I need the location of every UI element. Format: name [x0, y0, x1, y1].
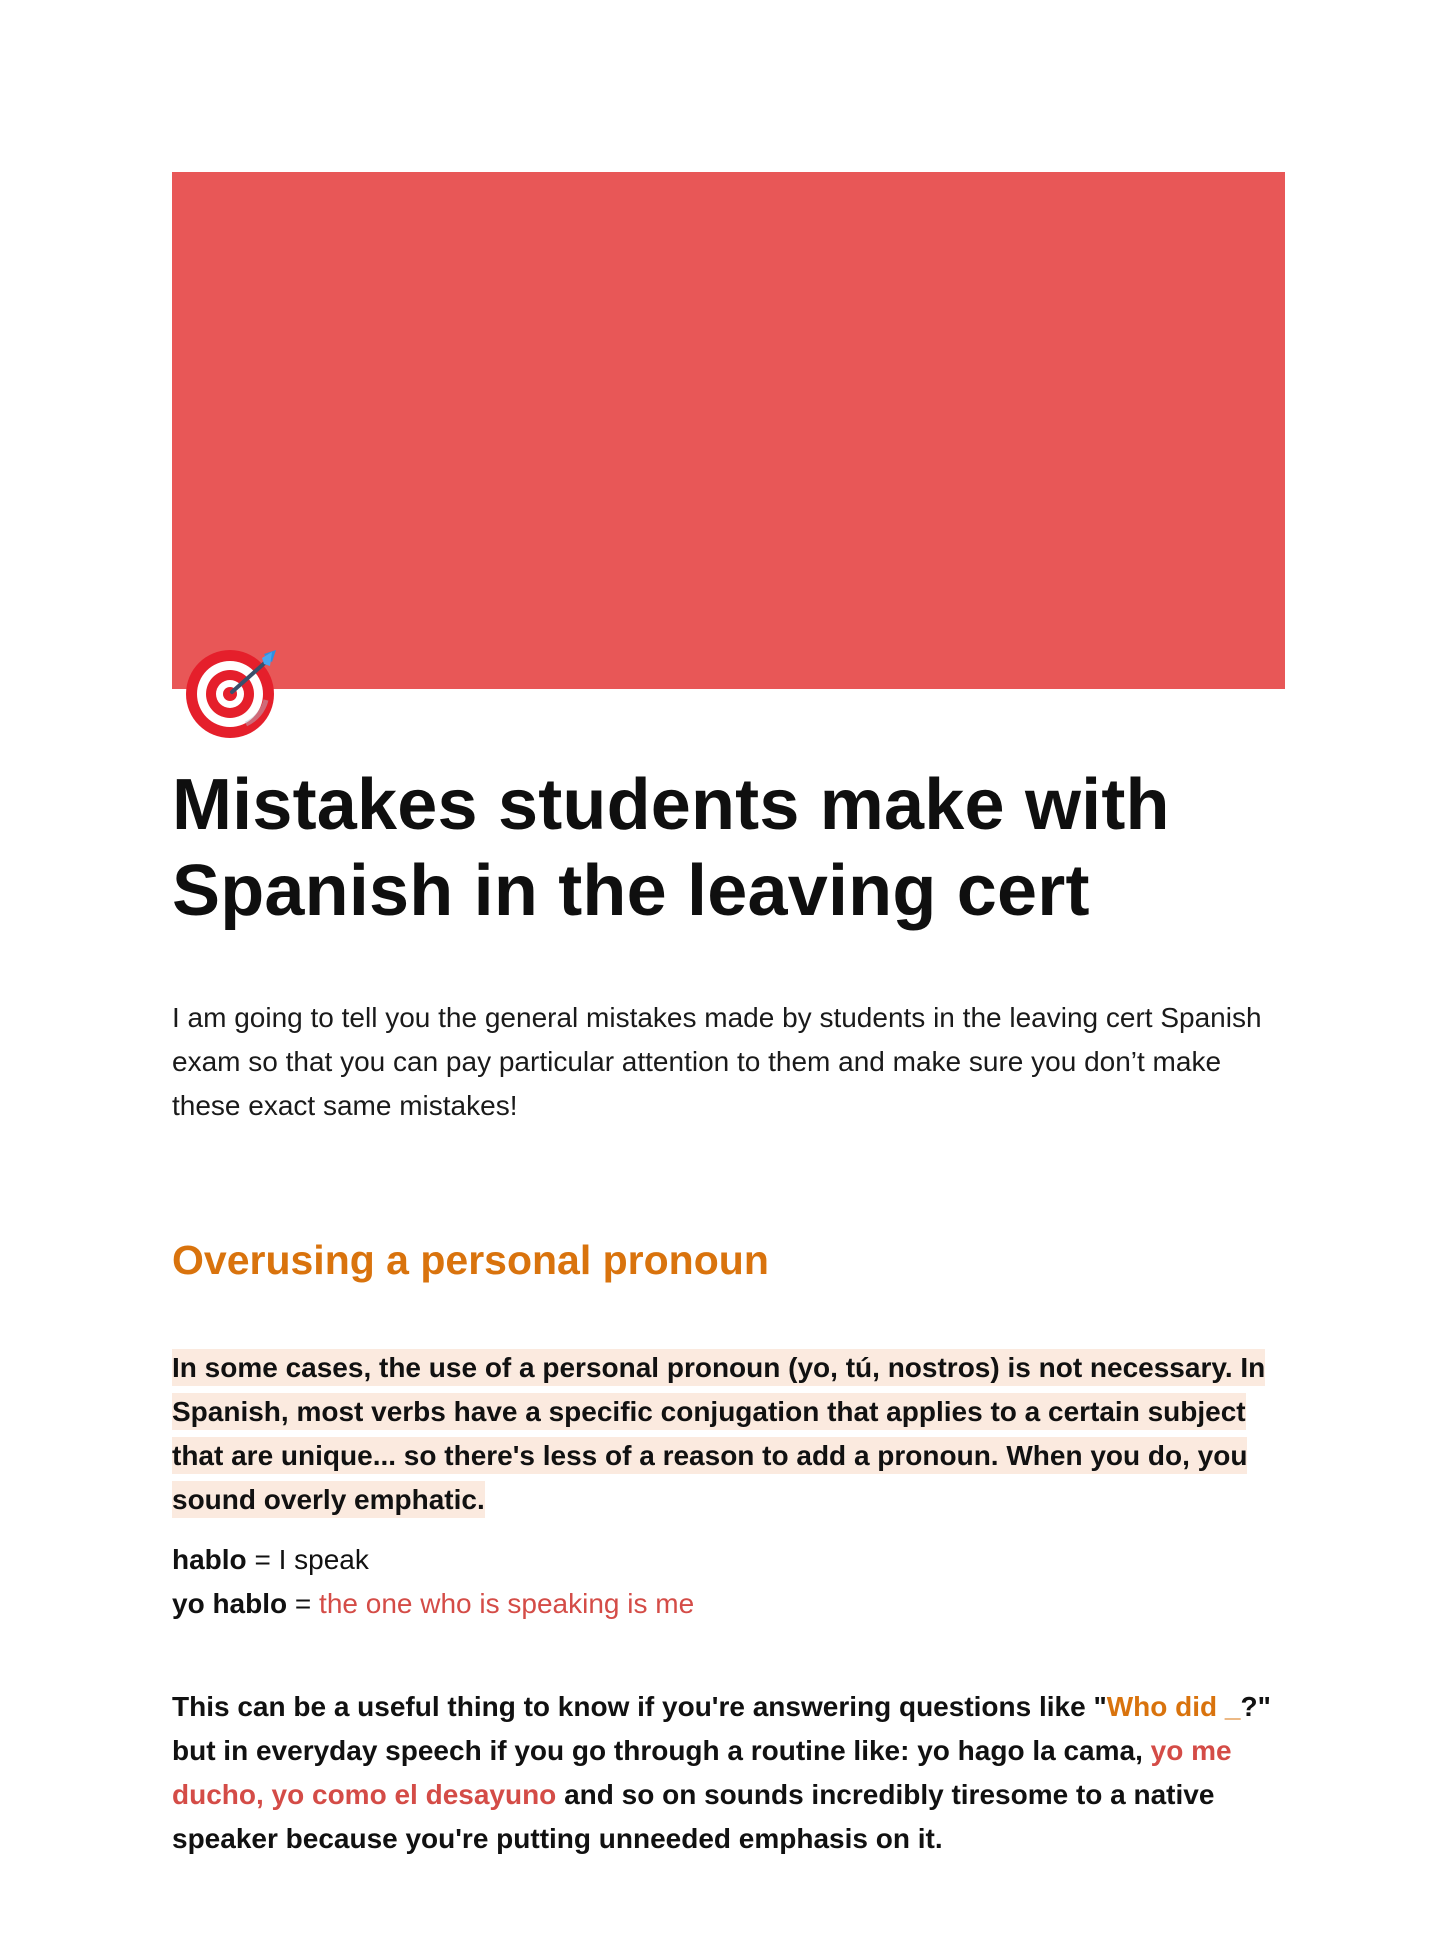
intro-paragraph: I am going to tell you the general mistakes made by students in the leaving cert Spanish exam so that you can pay particular attention to them and make sure you don’t make these exact same mistakes! [172, 1002, 1262, 1121]
closing-highlight-orange: Who did _ [1106, 1691, 1241, 1722]
example-meaning: I speak [278, 1544, 369, 1575]
example-term: hablo [172, 1544, 247, 1575]
closing-paragraph [172, 1685, 1285, 1861]
examples-block [172, 1538, 1285, 1626]
closing-text: This can be a useful thing to know if you're answering questions like " [172, 1691, 1107, 1722]
example-separator: = [287, 1588, 320, 1619]
example-separator: = [246, 1544, 279, 1575]
example-row [172, 1588, 694, 1619]
example-meaning: the one who is speaking is me [319, 1588, 695, 1619]
example-row [172, 1544, 369, 1575]
page-title: Mistakes students make with Spanish in the leaving cert [172, 765, 1170, 931]
closing-text: ?" but in everyday speech if you go through a routine like: yo hago la cama, [172, 1691, 1271, 1766]
highlighted-callout [172, 1346, 1285, 1522]
closing-highlight-red: yo me ducho, yo como el desayuno [172, 1735, 1232, 1810]
cover-image [172, 172, 1285, 689]
example-term: yo hablo [172, 1588, 288, 1619]
section-heading: Overusing a personal pronoun [172, 1237, 769, 1283]
direct-hit-target-icon [184, 640, 284, 740]
closing-text: and so on sounds incredibly tiresome to a native speaker because you're putting unneeded emphasis on it. [172, 1779, 1215, 1854]
callout-text: In some cases, the use of a personal pronoun (yo, tú, nostros) is not necessary. In Spanish, most verbs have a specific conjugation that applies to a certain subject that are unique... so there's less of a reason to add a pronoun. When you do, you sound overly emphatic. [172, 1349, 1265, 1518]
